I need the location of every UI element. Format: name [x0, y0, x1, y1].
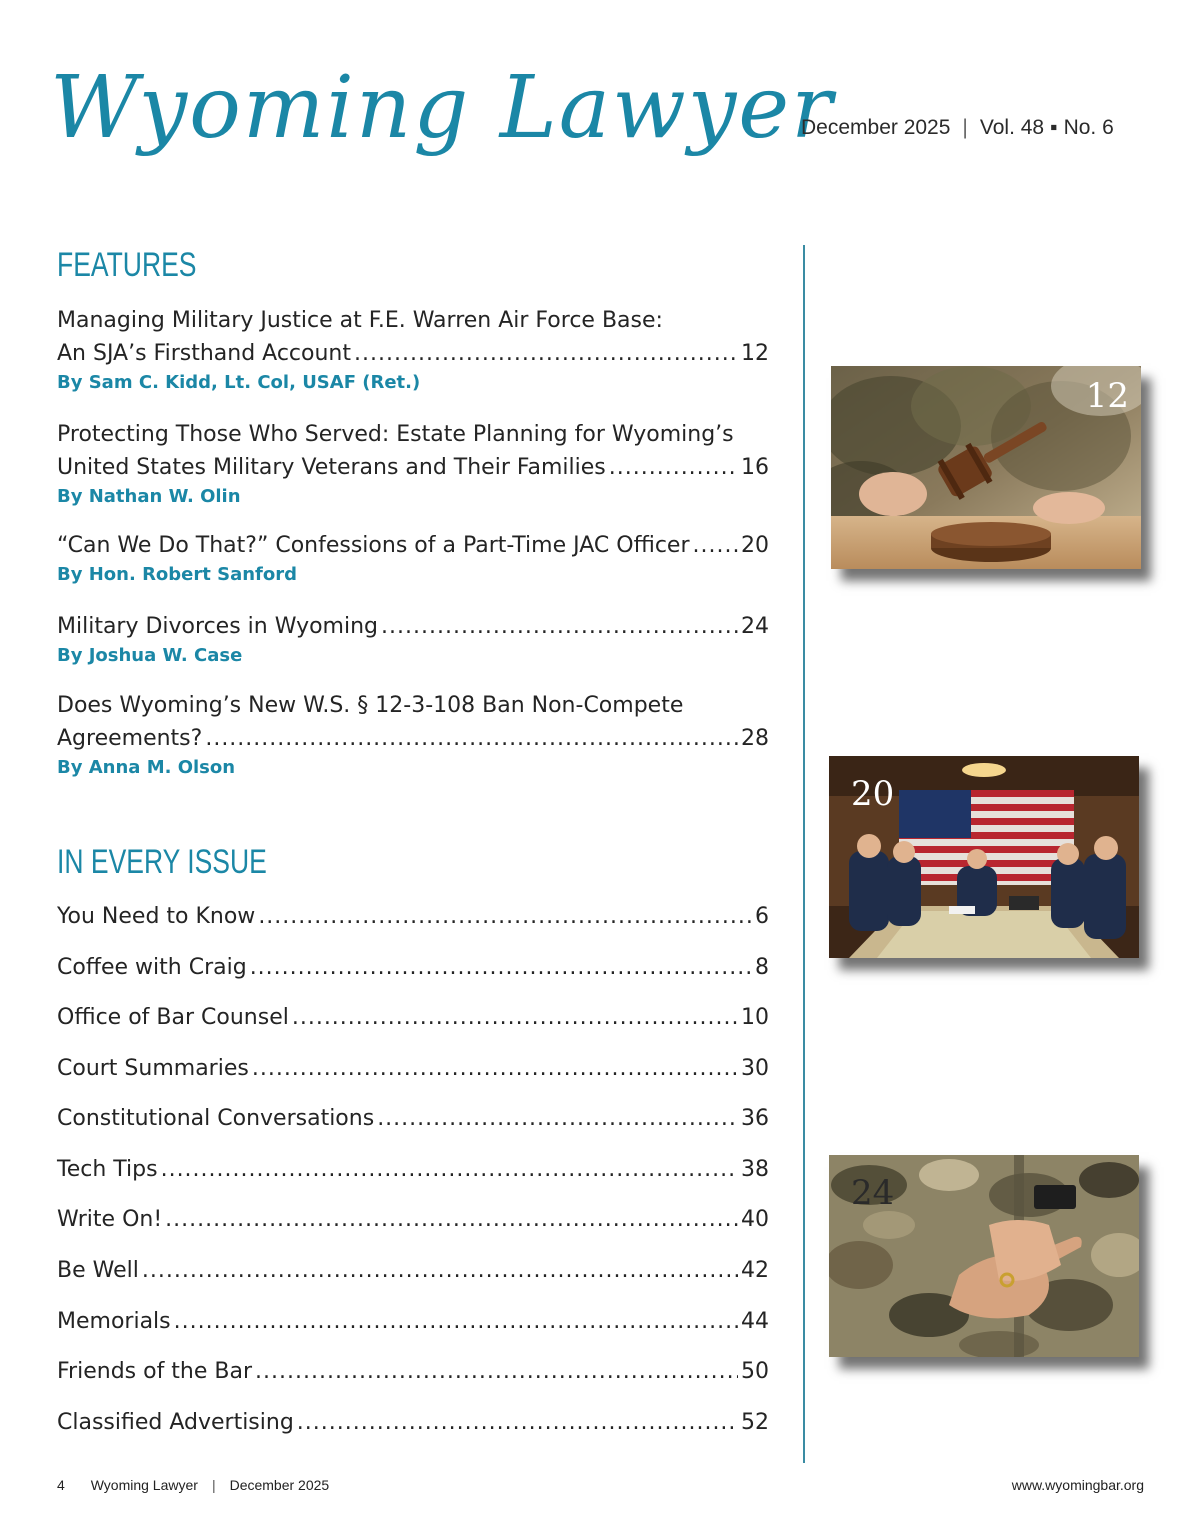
issue-separator: | [962, 116, 968, 139]
footer-publication: Wyoming Lawyer [90, 1477, 198, 1493]
feature-entry[interactable] [57, 610, 769, 669]
feature-title-line2: United States Military Veterans and Their Families ..... 16 [57, 451, 769, 484]
photo-page-number: 20 [851, 774, 895, 814]
issue-entry[interactable]: Friends of the Bar ..... 50 [57, 1355, 769, 1388]
feature-byline: By Sam C. Kidd, Lt. Col, USAF (Ret.) [57, 372, 421, 393]
masthead [50, 48, 835, 218]
column-divider [803, 245, 805, 1463]
footer-page-number: 4 [57, 1477, 65, 1493]
page-number: 8 [755, 955, 769, 980]
feature-entry[interactable] [57, 689, 769, 781]
feature-title-line: “Can We Do That?” Confessions of a Part-Time JAC Officer ..... 20 [57, 529, 769, 562]
issue-entry[interactable]: Classified Advertising ..... 52 [57, 1406, 769, 1439]
page-number: 30 [741, 1056, 769, 1081]
page-number: 20 [741, 533, 769, 558]
page-number: 36 [741, 1106, 769, 1131]
issue-entry[interactable]: Be Well ..... 42 [57, 1254, 769, 1287]
feature-title-line1: Protecting Those Who Served: Estate Planning for Wyoming’s [57, 422, 734, 447]
page-number: 16 [741, 455, 769, 480]
issue-entry[interactable]: Tech Tips ..... 38 [57, 1153, 769, 1186]
feature-byline: By Anna M. Olson [57, 757, 236, 778]
feature-entry[interactable] [57, 529, 769, 588]
page-number: 10 [741, 1005, 769, 1030]
footer-date: December 2025 [229, 1477, 330, 1493]
page-number: 28 [741, 726, 769, 751]
issue-entry[interactable]: You Need to Know ..... 6 [57, 900, 769, 933]
page-number: 40 [741, 1207, 769, 1232]
page-number: 52 [741, 1410, 769, 1435]
footer-left [57, 1477, 329, 1493]
masthead-title: Wyoming Lawyer [50, 58, 835, 158]
issue-number: No. 6 [1063, 116, 1114, 139]
photo-page-number: 24 [851, 1173, 895, 1213]
feature-title-line1: Managing Military Justice at F.E. Warren Air Force Base: [57, 308, 663, 333]
issue-volume: Vol. 48 [979, 116, 1045, 139]
feature-byline: By Hon. Robert Sanford [57, 564, 298, 585]
page-number: 44 [741, 1309, 769, 1334]
page-number: 6 [755, 904, 769, 929]
issue-entry[interactable]: Coffee with Craig ..... 8 [57, 951, 769, 984]
feature-title-line2: An SJA’s Firsthand Account ..... 12 [57, 337, 769, 370]
issue-info [801, 116, 1114, 140]
page-number: 38 [741, 1157, 769, 1182]
feature-entry[interactable] [57, 304, 769, 396]
features-heading: FEATURES [57, 246, 197, 284]
issue-entry[interactable]: Memorials ..... 44 [57, 1305, 769, 1338]
gavel-photo[interactable] [831, 366, 1141, 569]
feature-byline: By Nathan W. Olin [57, 486, 241, 507]
issue-entry[interactable]: Office of Bar Counsel ..... 10 [57, 1001, 769, 1034]
page-number: 12 [741, 341, 769, 366]
feature-title-line1: Does Wyoming’s New W.S. § 12-3-108 Ban Non-Compete [57, 693, 684, 718]
military-meeting-photo[interactable] [829, 756, 1139, 958]
issue-date: December 2025 [801, 116, 951, 139]
issue-entry[interactable]: Constitutional Conversations ..... 36 [57, 1102, 769, 1135]
page-number: 42 [741, 1258, 769, 1283]
issue-entry[interactable]: Write On! ..... 40 [57, 1203, 769, 1236]
feature-entry[interactable] [57, 418, 769, 510]
photo-page-number: 12 [1085, 376, 1129, 416]
wedding-ring-camouflage-photo[interactable] [829, 1155, 1139, 1357]
page-number: 24 [741, 614, 769, 639]
feature-byline: By Joshua W. Case [57, 645, 243, 666]
issue-dot: ▪ [1050, 116, 1058, 139]
footer-separator: | [211, 1477, 216, 1493]
feature-title-line2: Agreements? ..... 28 [57, 722, 769, 755]
page-number: 50 [741, 1359, 769, 1384]
issue-entry[interactable]: Court Summaries ..... 30 [57, 1052, 769, 1085]
every-issue-heading: IN EVERY ISSUE [57, 843, 267, 881]
feature-title-line: Military Divorces in Wyoming ..... 24 [57, 610, 769, 643]
footer-website-link[interactable]: www.wyomingbar.org [1011, 1477, 1144, 1493]
